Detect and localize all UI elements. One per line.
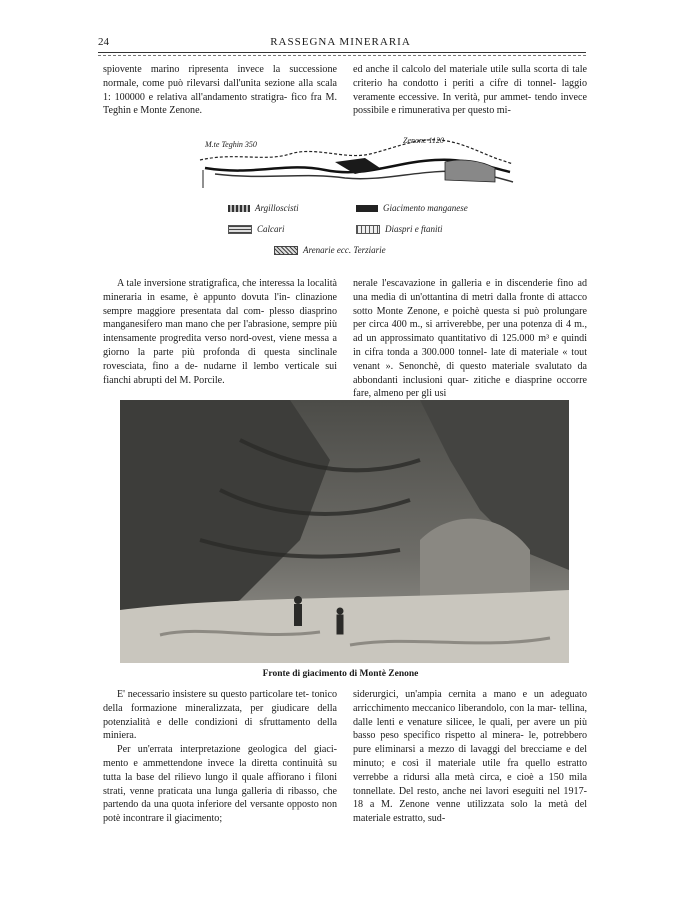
paragraph <box>103 277 337 387</box>
text-line: profonda di questa sinclinale rovesciata, fino a de- <box>103 346 338 372</box>
text-line: clinazione sempre maggiore presentata dal com- <box>103 291 337 317</box>
legend-calcari <box>228 224 285 234</box>
header-rule-dashed <box>98 55 586 56</box>
legend-swatch-arenarie <box>274 246 298 255</box>
paragraph <box>353 688 587 826</box>
text-line: Per un'errata interpretazione geologica del giaci- <box>117 744 337 756</box>
mid-right-column <box>353 277 587 401</box>
text-line: A tale inversione stratigrafica, che interessa la <box>117 278 305 289</box>
legend-swatch-giacimento <box>356 205 378 212</box>
paragraph <box>353 63 587 118</box>
text-line: spiovente marino ripresenta invece la successione <box>103 64 337 75</box>
text-line: le, potrebbero pure eliminarsi a mezzo di lavaggi <box>353 730 587 756</box>
text-line: tonico della formazione mineralizzata, per giudicare <box>103 689 337 714</box>
text-line: l'abrasione, sempre più intensamente progredita <box>103 319 337 345</box>
paragraph <box>103 743 337 826</box>
text-line: versante opposto non potè incontrare il giacimento; <box>103 799 337 825</box>
text-line: nudarne il lembo verticale sui fianchi abrupti del <box>103 360 338 386</box>
text-line: fico fra M. Teghin e Monte Zenone. <box>103 91 337 117</box>
legend-argille <box>228 203 299 213</box>
text-line: della miniera. <box>103 716 337 742</box>
text-line: fra quello estratto verrebbe a ridursi alla metà <box>353 757 587 783</box>
text-line: località mineraria in esame, è appunto dovuta l'in- <box>103 278 338 303</box>
text-line: materiale svalutato da abbondanti inclusioni quar- <box>353 360 587 386</box>
text-line: normale, come può rilevarsi dall'unita sezione alla <box>103 77 314 89</box>
legend-swatch-calcari <box>228 225 252 234</box>
top-left-column <box>103 63 337 118</box>
text-line: nei lavori eseguiti nel 1917-18 a M. Zenone venne <box>353 785 587 811</box>
section-right-mass <box>445 160 495 182</box>
photo-illustration <box>120 400 569 663</box>
legend-swatch-argille <box>228 205 250 212</box>
text-line: zitiche e diasprine occorre fare, almeno per gli usi <box>353 374 587 400</box>
mid-left-column <box>103 277 337 387</box>
header-rule <box>98 52 586 53</box>
text-line: avere un più basso peso specifico rispetto al minera- <box>353 716 587 742</box>
legend-arenarie <box>274 245 386 255</box>
text-line: su tutta la base del rilievo lungo il quale affiorano i <box>103 757 337 783</box>
text-line: siderurgici, un'ampia cernita a mano e un adeguato <box>353 689 587 700</box>
geological-section-figure <box>195 132 515 192</box>
text-line: verso nord-ovest, viene messa a giorno la parte più <box>103 333 337 358</box>
top-right-column <box>353 63 587 118</box>
text-line: tendo invece possibile e rimunerativa per questo mi- <box>353 91 587 117</box>
text-line: tellina, dalle lenti e venature silicee, le quali, per <box>353 702 587 728</box>
text-line: prolungare per circa 400 m., si arriverebbe, per una <box>353 305 587 331</box>
legend-label: Giacimento manganese <box>383 203 468 213</box>
text-line: di 125.000 m³ e quindi in cifra tonda a 300.000 tonnel- <box>353 333 588 358</box>
section-label-teghin: M.te Teghin 350 <box>205 140 257 149</box>
text-line: di tale criterio ha condotto i periti a cifre di tonnel- <box>353 64 587 89</box>
text-line: potenza di 4 m., ad un approssimato quantitativo <box>353 319 587 345</box>
text-line: ribasso, che partendo da una quota inferiore del <box>103 785 337 811</box>
text-line: di attacco sotto Monte Zenone, e poichè questa si può <box>353 291 587 317</box>
text-line: late di materiale « tout venant ». Senonchè, di questo <box>353 346 587 372</box>
text-line: mento e ammettendone invece la diretta continuità <box>103 757 323 769</box>
running-head: RASSEGNA MINERARIA <box>270 36 411 48</box>
mine-front-photo <box>120 400 569 663</box>
paragraph <box>103 688 337 743</box>
miner-figure-2 <box>337 608 344 635</box>
text-line: ed anche il calcolo del materiale utile sulla scorta <box>353 64 559 75</box>
text-line: ad una media di un'ottantina di metri dalla fronte <box>353 278 588 303</box>
text-line: circa, e cioè a 150 mila tonnellate. Del resto, anche <box>353 771 587 797</box>
miner-figure-1 <box>294 596 302 626</box>
paragraph <box>353 277 587 401</box>
text-line: del brecciame e del minuto; e così il materiale utile <box>353 744 587 769</box>
legend-label: Argilloscisti <box>255 203 299 213</box>
legend-giacimento <box>356 203 468 213</box>
text-line: utilizzata solo la metà del materiale estratto, sud- <box>353 799 587 825</box>
text-line: M. Porcile. <box>179 374 225 386</box>
bottom-left-column <box>103 688 337 826</box>
page-number: 24 <box>98 36 109 48</box>
text-line: arricchimento meccanico liberandolo, con la mar- <box>353 702 557 714</box>
legend-label: Diaspri e ftaniti <box>385 224 443 234</box>
bottom-right-column <box>353 688 587 826</box>
text-line: laggio veramente eccessive. In verità, pur ammet- <box>353 77 587 103</box>
section-label-zenone: Zenone 1120 <box>403 136 444 145</box>
legend-swatch-diaspri <box>356 225 380 234</box>
text-line: scala 1: 100000 e relativa all'andamento stratigra- <box>103 77 338 103</box>
text-line: E' necessario insistere su questo particolare tet- <box>117 689 310 700</box>
legend-label: Arenarie ecc. Terziarie <box>303 245 386 255</box>
text-line: della potenzialità e delle condizioni di sfruttamento <box>103 702 337 728</box>
paragraph <box>103 63 337 118</box>
text-line: plesso diasprino manganesifero man mano che per <box>103 305 338 331</box>
photo-caption: Fronte di giacimento di Montè Zenone <box>262 669 419 679</box>
text-line: filoni strati, venne praticata una lunga galleria di <box>103 771 337 797</box>
legend-diaspri <box>356 224 443 234</box>
text-line: nerale l'escavazione in galleria e in discenderie fino <box>353 278 574 289</box>
legend-label: Calcari <box>257 224 285 234</box>
